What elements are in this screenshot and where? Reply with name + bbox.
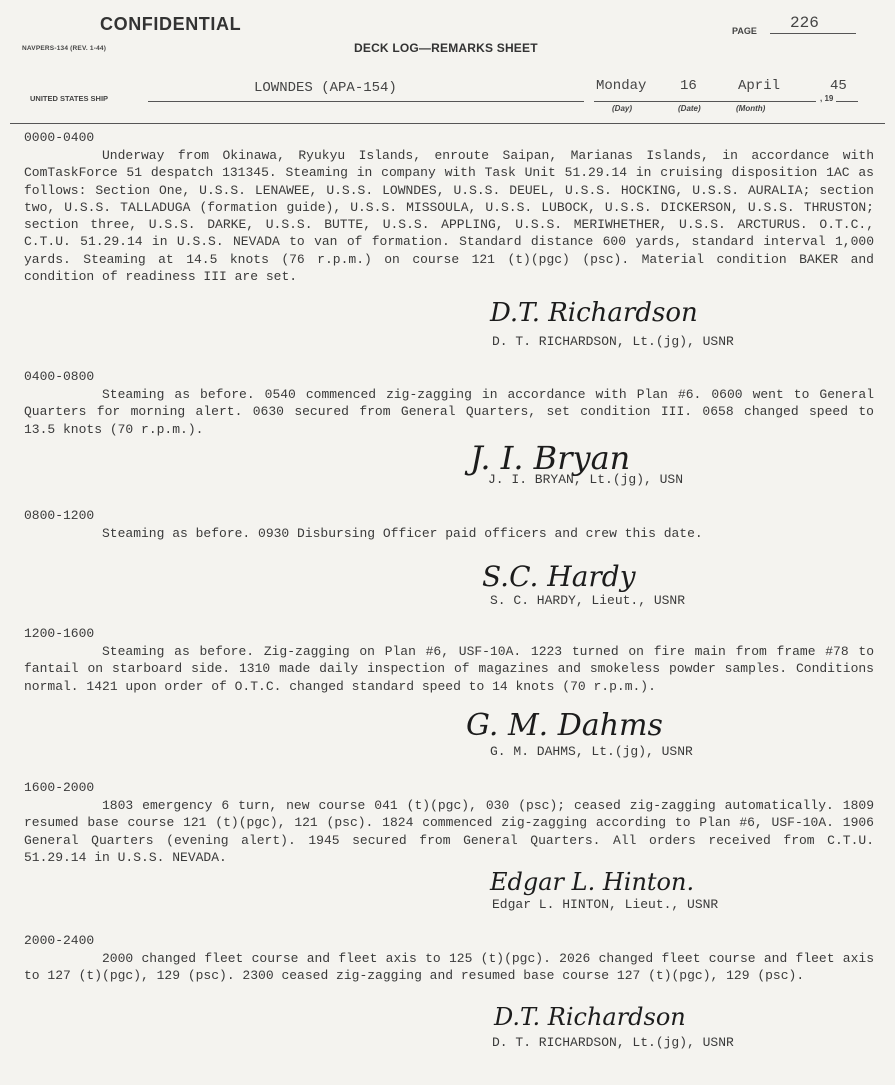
watch-remarks: Steaming as before. 0540 commenced zig-zagging in accordance with Plan #6. 0600 went to General Quarters for morning alert. 0630 secured from General Quarters, set condition III. 0658 changed speed to 13.5 knots (70 r.p.m.). xyxy=(24,387,874,437)
month-value: April xyxy=(738,78,781,94)
ship-label: UNITED STATES SHIP xyxy=(30,94,109,103)
signature: G. M. Dahms xyxy=(466,708,663,743)
sheet-title: DECK LOG—REMARKS SHEET xyxy=(354,41,538,55)
watch-period: 1600-2000 xyxy=(24,780,95,795)
watch-remarks: 1803 emergency 6 turn, new course 041 (t)(pgc), 030 (psc); ceased zig-zagging automatically. 1809 resumed base course 121 (t)(pgc), 121 (psc). 1824 commenced zig-zagging according to Plan #6, USF-10A. 1906 General Quarters (evening alert). 1945 secured from General Quarters. All orders received from C.T.U. 51.29.14 in U.S.S. NEVADA. xyxy=(24,798,874,865)
date-value: 16 xyxy=(680,78,697,94)
page-number: 226 xyxy=(790,14,819,32)
watch-period: 0400-0800 xyxy=(24,369,95,384)
watch-remarks: Steaming as before. 0930 Disbursing Officer paid officers and crew this date. xyxy=(102,526,703,541)
year-prefix: , 19 xyxy=(820,94,834,103)
signer-name: Edgar L. HINTON, Lieut., USNR xyxy=(492,897,719,912)
signature: D.T. Richardson xyxy=(490,298,698,328)
classification-label: CONFIDENTIAL xyxy=(100,14,242,34)
page-number-line xyxy=(770,33,856,34)
date-line xyxy=(594,101,816,102)
ship-name: LOWNDES (APA-154) xyxy=(254,80,397,96)
watch-remarks: Underway from Okinawa, Ryukyu Islands, enroute Saipan, Marianas Islands, in accordance with ComTaskForce 51 despatch 131345. Steaming in company with Task Unit 51.29.14 in cruising disposition 1AC as follows: Section One, U.S.S. LENAWEE, U.S.S. LOWNDES, U.S.S. DEUEL, U.S.S. HOCKING, U.S.S. AURALIA; section two, U.S.S. TALLADUGA (formation guide), U.S.S. MISSOULA, U.S.S. LUBOCK, U.S.S. DICKERSON, U.S.S. THRUSTON; section three, U.S.S. DARKE, U.S.S. BUTTE, U.S.S. APPLING, U.S.S. MERIWHETHER, U.S.S. ARCTURUS. O.T.C., C.T.U. 51.29.14 in U.S.S. NEVADA to van of formation. Standard distance 600 yards, standard interval 1,000 yards. Steaming at 14.5 knots (76 r.p.m.) on course 121 (t)(pgc) (psc). Material condition BAKER and condition of readiness III are set. xyxy=(24,148,874,285)
signer-name: D. T. RICHARDSON, Lt.(jg), USNR xyxy=(492,1035,734,1050)
watch-period: 0000-0400 xyxy=(24,130,95,145)
signature: Edgar L. Hinton. xyxy=(490,868,695,896)
signer-name: J. I. BRYAN, Lt.(jg), USN xyxy=(488,472,684,487)
header-rule xyxy=(10,123,885,124)
watch-period: 2000-2400 xyxy=(24,933,95,948)
ship-name-line xyxy=(148,101,584,102)
signature: J. I. Bryan xyxy=(470,439,631,477)
watch-remarks: 2000 changed fleet course and fleet axis to 125 (t)(pgc). 2026 changed fleet course and fleet axis to 127 (t)(pgc), 129 (psc). 2300 ceased zig-zagging and resumed base course 127 (t)(pgc), 129 (psc). xyxy=(24,951,874,984)
signer-name: G. M. DAHMS, Lt.(jg), USNR xyxy=(490,744,693,759)
form-id: NAVPERS-134 (REV. 1-44) xyxy=(22,45,107,52)
signer-name: D. T. RICHARDSON, Lt.(jg), USNR xyxy=(492,334,734,349)
year-line xyxy=(836,101,858,102)
watch-remarks: Steaming as before. Zig-zagging on Plan #6, USF-10A. 1223 turned on fire main from frame #78 to fantail on starboard side. 1310 made daily inspection of magazines and smokeless powder samples. Conditions normal. 1421 upon order of O.T.C. changed standard speed to 14 knots (70 r.p.m.). xyxy=(24,644,874,694)
signature: S.C. Hardy xyxy=(482,560,636,593)
watch-period: 1200-1600 xyxy=(24,626,95,641)
signer-name: S. C. HARDY, Lieut., USNR xyxy=(490,593,686,608)
month-caption: (Month) xyxy=(736,104,766,113)
date-caption: (Date) xyxy=(678,104,701,113)
page-label: PAGE xyxy=(732,26,757,36)
day-value: Monday xyxy=(596,78,647,94)
watch-period: 0800-1200 xyxy=(24,508,95,523)
signature: D.T. Richardson xyxy=(494,1003,686,1031)
year-value: 45 xyxy=(830,78,847,94)
day-caption: (Day) xyxy=(612,104,633,113)
